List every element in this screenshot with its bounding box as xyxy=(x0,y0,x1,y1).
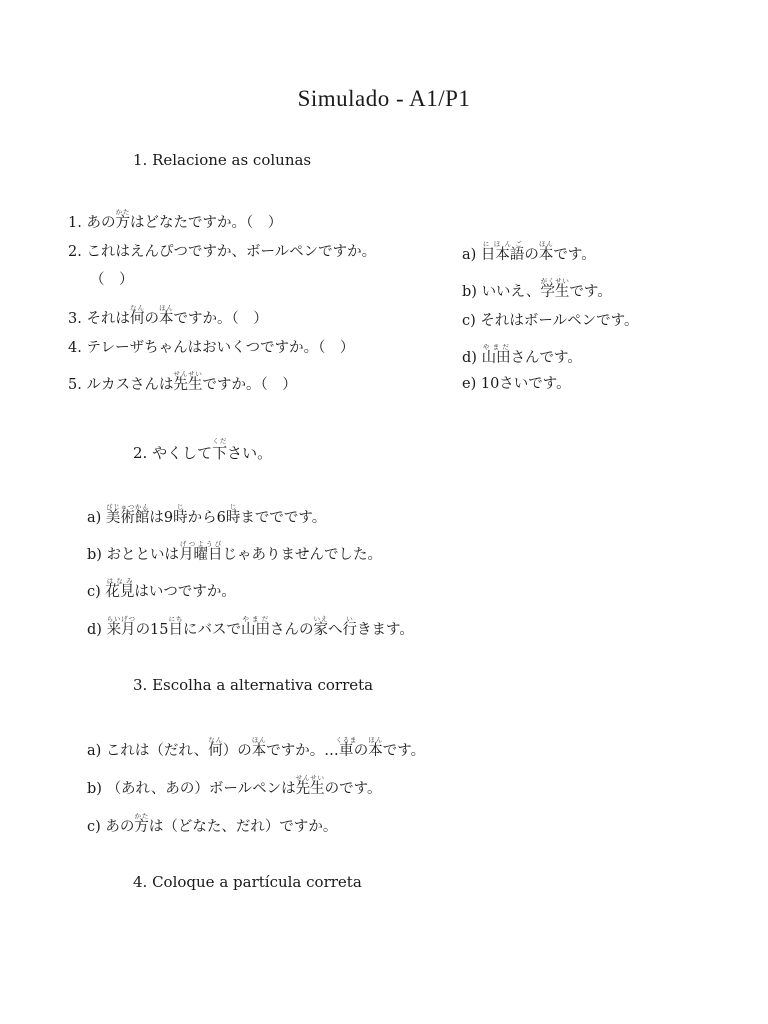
item-letter: d) xyxy=(87,622,102,638)
furigana-word: 下くだ xyxy=(212,437,228,462)
answer-letter: a) xyxy=(462,247,477,263)
answer-e: e) 10さいです。 xyxy=(462,376,571,392)
translation-item-c: c) 花見はなみはいつですか。 xyxy=(87,577,236,600)
furigana-word: 山田やまだ xyxy=(481,343,511,366)
translation-item-a: a) 美術館びじゅつかんは9時じから6時じまででです。 xyxy=(87,503,327,526)
section3-heading: 3. Escolha a alternativa correta xyxy=(133,676,374,694)
answer-b: b) いいえ、学生がくせいです。 xyxy=(462,277,612,300)
question-4: 4. テレーザちゃんはおいくつですか。（ ） xyxy=(68,340,355,356)
furigana-word: 日本語にほんご xyxy=(480,240,525,263)
furigana-word: 車くるま xyxy=(335,736,357,759)
translation-item-b: b) おとといは月曜日げつようびじゃありませんでした。 xyxy=(87,540,383,563)
choice-item-c: c) あの方かたは（どなた、だれ）ですか。 xyxy=(87,812,338,835)
furigana-word: 家いえ xyxy=(313,615,329,638)
furigana-word: 先生せんせい xyxy=(173,370,203,393)
question-2: 2. これはえんぴつですか、ボールペンですか。 xyxy=(68,244,377,260)
question-5: 5. ルカスさんは先生せんせいですか。（ ） xyxy=(68,370,297,393)
section2-heading: 2. やくして下ください。 xyxy=(133,437,273,462)
item-letter: c) xyxy=(87,819,101,835)
question-number: 2. xyxy=(68,244,82,260)
furigana-word: 来月らいげつ xyxy=(106,615,136,638)
furigana-word: 本ほん xyxy=(251,736,267,759)
furigana-word: 本ほん xyxy=(368,736,383,759)
question-number: 3. xyxy=(68,311,82,327)
furigana-word: 方かた xyxy=(115,208,130,231)
document-title: Simulado - A1/P1 xyxy=(297,86,471,111)
section4-heading: 4. Coloque a partícula correta xyxy=(133,873,362,891)
question-2-answer-slot: （ ） xyxy=(90,272,134,288)
furigana-word: 何なん xyxy=(129,304,145,327)
furigana-word: 月曜日げつようび xyxy=(179,540,223,563)
answer-letter: e) xyxy=(462,376,477,392)
answer-letter: d) xyxy=(462,350,477,366)
translation-item-d: d) 来月らいげつの15日にちにバスで山田やまださんの家いえへ行いきます。 xyxy=(87,615,414,638)
furigana-word: 花見はなみ xyxy=(105,577,135,600)
question-number: 4. xyxy=(68,340,82,356)
answer-c: c) それはボールペンです。 xyxy=(462,313,639,329)
furigana-word: 時じ xyxy=(225,503,241,526)
question-number: 1. xyxy=(68,215,82,231)
choice-item-a: a) これは（だれ、何なん）の本ほんですか。…車くるまの本ほんです。 xyxy=(87,736,426,759)
choice-item-b: b) （あれ、あの）ボールペンは先生せんせいのです。 xyxy=(87,774,382,797)
furigana-word: 山田やまだ xyxy=(241,615,271,638)
item-letter: a) xyxy=(87,743,102,759)
furigana-word: 本ほん xyxy=(538,240,554,263)
furigana-word: 学生がくせい xyxy=(540,277,570,300)
question-3: 3. それは何なんの本ほんですか。（ ） xyxy=(68,304,268,327)
item-letter: b) xyxy=(87,781,102,797)
answer-letter: b) xyxy=(462,284,477,300)
furigana-word: 何なん xyxy=(208,736,223,759)
answer-d: d) 山田やまださんです。 xyxy=(462,343,582,366)
question-1: 1. あの方かたはどなたですか。（ ） xyxy=(68,208,283,231)
item-letter: b) xyxy=(87,547,102,563)
furigana-word: 先生せんせい xyxy=(295,774,325,797)
furigana-word: 行い xyxy=(342,615,358,638)
furigana-word: 本ほん xyxy=(158,304,174,327)
section1-heading: 1. Relacione as colunas xyxy=(133,151,312,169)
furigana-word: 日にち xyxy=(168,615,184,638)
answer-a: a) 日本語にほんごの本ほんです。 xyxy=(462,240,596,263)
furigana-word: 時じ xyxy=(173,503,188,526)
question-number: 5. xyxy=(68,377,82,393)
item-letter: a) xyxy=(87,510,102,526)
furigana-word: 美術館びじゅつかん xyxy=(105,503,150,526)
furigana-word: 方かた xyxy=(134,812,149,835)
item-letter: c) xyxy=(87,584,101,600)
answer-letter: c) xyxy=(462,313,476,329)
